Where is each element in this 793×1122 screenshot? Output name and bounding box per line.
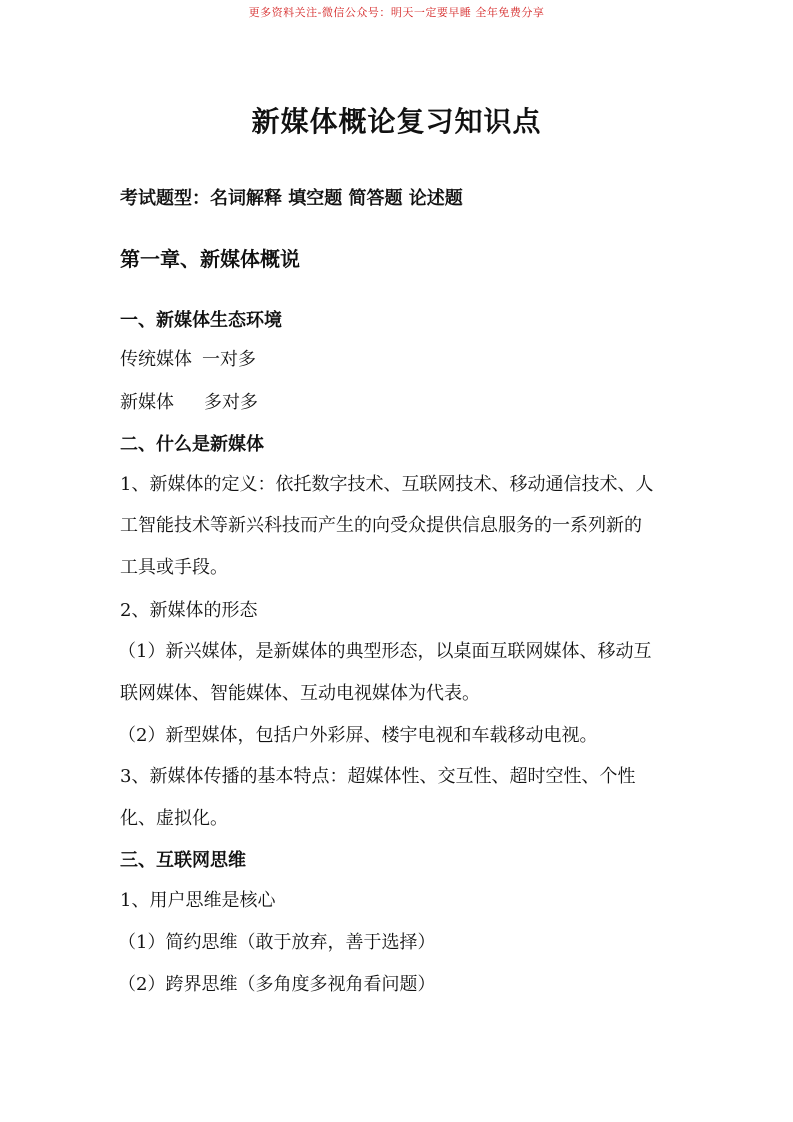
document-title: 新媒体概论复习知识点 (251, 105, 542, 138)
section2-heading: 二、什么是新媒体 (120, 434, 264, 455)
chapter-heading: 第一章、新媒体概说 (120, 247, 300, 271)
form1-line-1: （1）新兴媒体，是新媒体的典型形态，以桌面互联网媒体、移动互 (118, 641, 652, 662)
definition-line-3: 工具或手段。 (120, 557, 228, 578)
row1-term: 传统媒体 (120, 349, 192, 370)
features-line-2: 化、虚拟化。 (120, 808, 228, 829)
row2-term: 新媒体 (120, 392, 174, 413)
row2-value: 多对多 (204, 392, 258, 413)
definition-line-2: 工智能技术等新兴科技而产生的向受众提供信息服务的一系列新的 (120, 515, 642, 536)
form2-line: （2）新型媒体，包括户外彩屏、楼宇电视和车载移动电视。 (118, 725, 598, 746)
row1-value: 一对多 (202, 349, 256, 370)
section1-heading: 一、新媒体生态环境 (120, 310, 282, 331)
exam-types: 考试题型：名词解释 填空题 简答题 论述题 (120, 188, 463, 209)
form1-line-2: 联网媒体、智能媒体、互动电视媒体为代表。 (120, 683, 480, 704)
section1-row2 (120, 388, 258, 414)
section3-heading: 三、互联网思维 (120, 850, 246, 871)
definition-line-1: 1、新媒体的定义：依托数字技术、互联网技术、移动通信技术、人 (120, 474, 654, 495)
section3-sub1: （1）简约思维（敢于放弃，善于选择） (118, 932, 436, 953)
section3-sub2: （2）跨界思维（多角度多视角看问题） (118, 974, 436, 995)
features-line-1: 3、新媒体传播的基本特点：超媒体性、交互性、超时空性、个性 (120, 766, 636, 787)
forms-heading: 2、新媒体的形态 (120, 600, 258, 621)
section1-row1 (120, 345, 256, 371)
header-watermark: 更多资料关注-微信公众号：明天一定要早睡 全年免费分享 (248, 6, 545, 19)
section3-item1: 1、用户思维是核心 (120, 890, 276, 911)
